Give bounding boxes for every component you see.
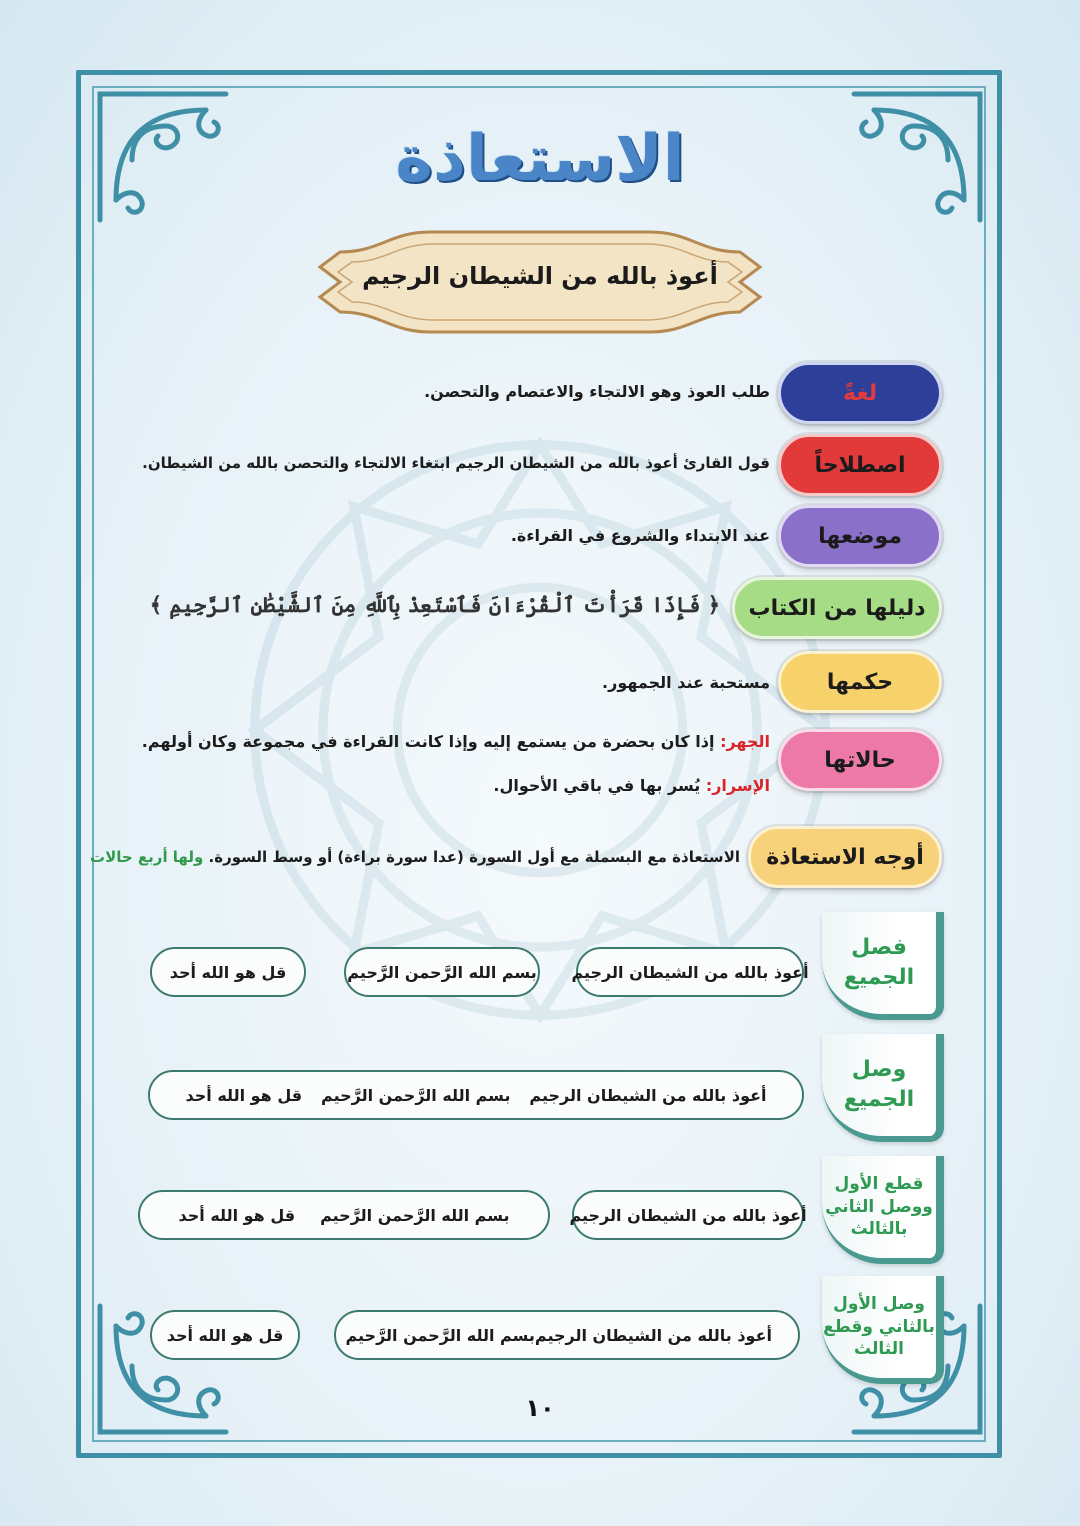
case-label-line: ووصل الثاني <box>825 1196 933 1217</box>
pill-label: لغةً <box>842 380 878 406</box>
pill-hukmuha <box>778 651 942 713</box>
pill-label: حالاتها <box>824 747 896 773</box>
pill-label: أوجه الاستعاذة <box>766 844 924 870</box>
aspects-note: ولها أربع حالات <box>90 848 204 866</box>
chip-sura: قل هو الله أحد <box>185 1085 303 1105</box>
aspects-description: الاستعاذة مع البسملة مع أول السورة (عدا سورة براءة) أو وسط السورة. <box>208 848 740 866</box>
chip-basmala: بسم الله الرَّحمن الرَّحيم <box>344 947 540 997</box>
definition-istilahan: قول القارئ أعوذ بالله من الشيطان الرجيم ابتغاء الالتجاء والتحصن بالله من الشيطان. <box>142 454 770 472</box>
case-label-line: بالثالث <box>850 1219 908 1240</box>
state-jahr-text: إذا كان بحضرة من يستمع إليه وإذا كانت القراءة في مجموعة وكان أولهم. <box>141 732 715 751</box>
aspects-text <box>90 848 740 866</box>
case-label-line: وصل <box>851 1057 907 1083</box>
pill-label: اصطلاحاً <box>814 452 906 478</box>
case-tab-wasl <box>822 1034 944 1142</box>
state-israr <box>493 776 770 795</box>
pill-lugha <box>778 362 942 424</box>
case-tab-qat-wasl <box>822 1156 944 1264</box>
chip-sura: قل هو الله أحد <box>178 1205 296 1225</box>
chip-basmala: بسم الله الرَّحمن الرَّحيم <box>345 1325 535 1345</box>
case-label-line: الجميع <box>843 1087 915 1112</box>
definition-mawdiuha: عند الابتداء والشروع في القراءة. <box>510 526 770 545</box>
pill-istilahan <box>778 434 942 496</box>
chip-combined-all <box>148 1070 804 1120</box>
chip-istiadha: أعوذ بالله من الشيطان الرجيم <box>529 1085 767 1105</box>
page-title: الاستعاذة <box>395 122 685 196</box>
pill-mawdiuha <box>778 505 942 567</box>
state-jahr-label: الجهر: <box>720 732 770 751</box>
pill-label: دليلها من الكتاب <box>748 595 926 621</box>
chip-istiadha-basmala <box>334 1310 800 1360</box>
chip-sura: قل هو الله أحد <box>150 947 306 997</box>
chip-basmala: بسم الله الرَّحمن الرَّحيم <box>321 1085 511 1105</box>
definition-hukmuha: مستحبة عند الجمهور. <box>602 673 770 692</box>
case-label-line: فصل <box>851 935 907 961</box>
case-label-line: بالثاني وقطع <box>823 1316 935 1337</box>
case-tab-fasl <box>822 912 944 1020</box>
case-label-line: قطع الأول <box>834 1173 924 1194</box>
chip-istiadha: أعوذ بالله من الشيطان الرجيم <box>576 947 804 997</box>
state-jahr <box>142 732 770 751</box>
corner-ornament-icon <box>86 80 236 230</box>
pill-halatuha <box>778 729 942 791</box>
case-label-line: الثالث <box>854 1339 904 1360</box>
page-number: ١٠ <box>525 1394 555 1422</box>
definition-lugha: طلب العوذ وهو الالتجاء والاعتصام والتحصن. <box>424 382 770 401</box>
case-label-line: الجميع <box>843 965 915 990</box>
chip-istiadha: أعوذ بالله من الشيطان الرجيم <box>534 1325 772 1345</box>
chip-istiadha: أعوذ بالله من الشيطان الرجيم <box>572 1190 804 1240</box>
pill-label: موضعها <box>818 523 902 549</box>
state-israr-label: الإسرار: <box>705 776 770 795</box>
state-israr-text: يُسر بها في باقي الأحوال. <box>493 776 701 795</box>
chip-basmala-sura <box>138 1190 550 1240</box>
corner-ornament-icon <box>844 80 994 230</box>
formula-banner-text: أعوذ بالله من الشيطان الرجيم <box>362 262 718 290</box>
pill-daleeluha <box>732 577 942 639</box>
pill-label: حكمها <box>826 669 894 695</box>
case-tab-wasl-qat <box>822 1276 944 1384</box>
chip-sura: قل هو الله أحد <box>150 1310 300 1360</box>
case-label-line: وصل الأول <box>833 1293 925 1314</box>
pill-awjuh <box>748 826 942 888</box>
chip-basmala: بسم الله الرَّحمن الرَّحيم <box>320 1205 510 1225</box>
quran-verse: ﴿ فَإِذَا قَرَأْتَ ٱلْقُرْءَانَ فَٱسْتَعِذْ بِٱللَّهِ مِنَ ٱلشَّيْطَٰنِ ٱلرَّجِيمِ ﴾ <box>149 592 720 617</box>
